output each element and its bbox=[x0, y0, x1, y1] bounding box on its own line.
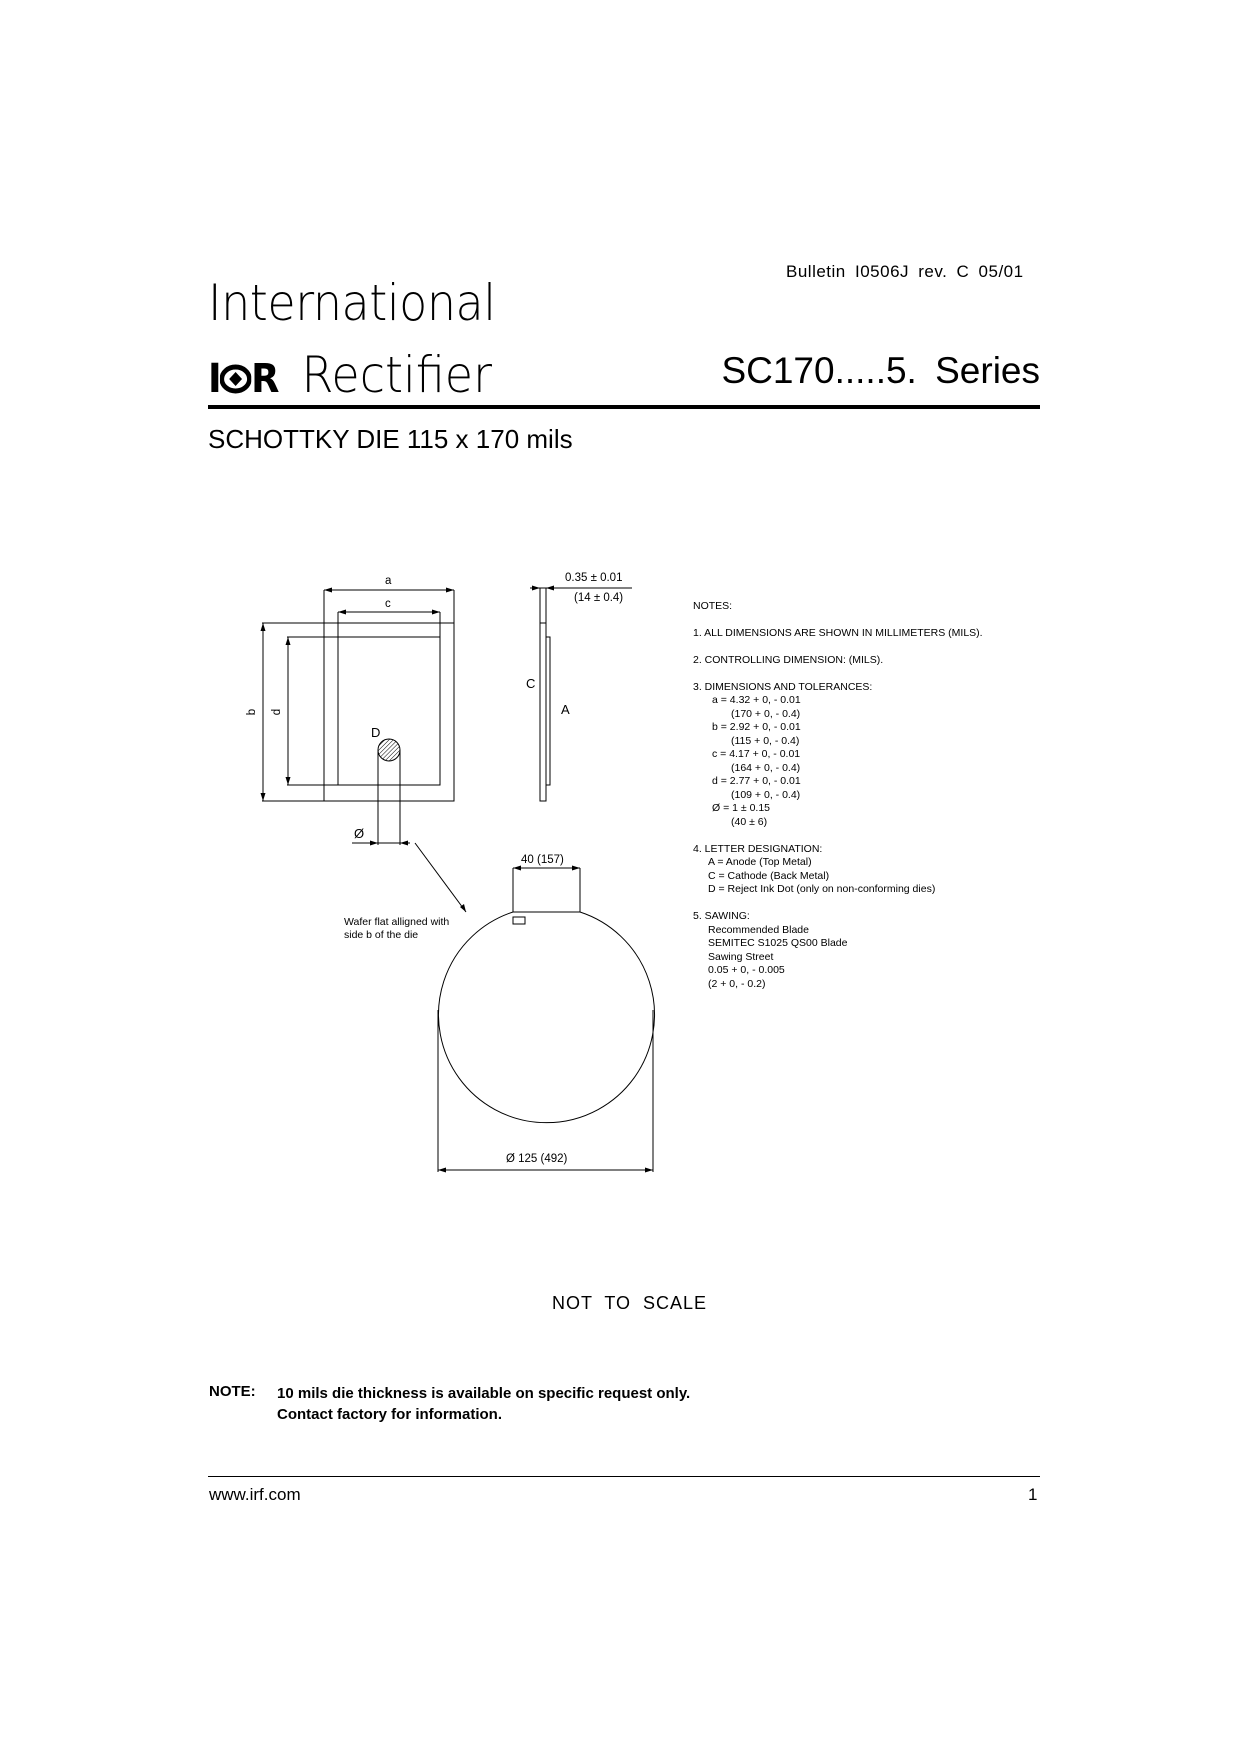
tolerance-b-mm: b = 2.92 + 0, - 0.01 bbox=[712, 721, 801, 733]
sawing-line-5: (2 + 0, - 0.2) bbox=[708, 978, 766, 990]
label-cathode: C bbox=[526, 676, 536, 691]
leader-line bbox=[415, 843, 466, 912]
tolerance-a-mils: (170 + 0, - 0.4) bbox=[731, 708, 801, 720]
page-number: 1 bbox=[1028, 1485, 1038, 1504]
page-subtitle: SCHOTTKY DIE 115 x 170 mils bbox=[208, 424, 573, 454]
die-side-view bbox=[540, 623, 546, 801]
label-reject-dot: D bbox=[371, 725, 381, 740]
note-3: 3. DIMENSIONS AND TOLERANCES: bbox=[693, 681, 873, 693]
anode-pad bbox=[338, 637, 440, 785]
label-c: c bbox=[385, 598, 391, 610]
wafer-note-line1: Wafer flat alligned with bbox=[344, 916, 450, 928]
footer-url: www.irf.com bbox=[209, 1485, 301, 1504]
flat-width-label: 40 (157) bbox=[521, 854, 564, 866]
label-anode: A bbox=[561, 702, 570, 717]
ior-logo-letter-i: I bbox=[208, 356, 220, 402]
tolerance-a-mm: a = 4.32 + 0, - 0.01 bbox=[712, 694, 801, 706]
reject-ink-dot bbox=[378, 739, 400, 761]
footer-rule bbox=[208, 1476, 1040, 1477]
note-2: 2. CONTROLLING DIMENSION: (MILS). bbox=[693, 654, 884, 666]
tolerance-dot-mm: Ø = 1 ± 0.15 bbox=[712, 802, 771, 814]
not-to-scale-label: NOT TO SCALE bbox=[552, 1293, 708, 1313]
sawing-line-4: 0.05 + 0, - 0.005 bbox=[708, 964, 785, 976]
label-a: a bbox=[385, 575, 392, 587]
tolerance-d-mm: d = 2.77 + 0, - 0.01 bbox=[712, 775, 801, 787]
bottom-note-line1: 10 mils die thickness is available on specific request only. bbox=[277, 1385, 691, 1402]
bottom-note-line2: Contact factory for information. bbox=[277, 1406, 503, 1423]
tolerance-b-mils: (115 + 0, - 0.4) bbox=[731, 735, 800, 747]
label-d: d bbox=[271, 708, 283, 716]
bulletin-number: Bulletin I0506J rev. C 05/01 bbox=[786, 262, 1024, 281]
die-outline bbox=[324, 623, 454, 801]
company-logo-line1: International bbox=[208, 274, 496, 332]
sawing-line-1: Recommended Blade bbox=[708, 924, 809, 936]
letter-cathode: C = Cathode (Back Metal) bbox=[708, 870, 830, 882]
wafer-outline bbox=[439, 912, 655, 1123]
thickness-mils: (14 ± 0.4) bbox=[574, 592, 624, 604]
tolerance-dot-mils: (40 ± 6) bbox=[731, 816, 768, 828]
thickness-mm: 0.35 ± 0.01 bbox=[565, 572, 623, 584]
wafer-note-line2: side b of the die bbox=[344, 929, 419, 941]
note-1: 1. ALL DIMENSIONS ARE SHOWN IN MILLIMETERS (MILS). bbox=[693, 627, 983, 639]
bottom-note-label: NOTE: bbox=[209, 1383, 256, 1400]
label-b: b bbox=[246, 708, 258, 716]
wafer-diameter-label: Ø 125 (492) bbox=[506, 1153, 568, 1165]
series-title: SC170.....5. Series bbox=[721, 350, 1040, 391]
label-dot-diameter: Ø bbox=[354, 826, 365, 841]
logo-rectifier: Rectifier bbox=[301, 346, 493, 404]
tolerance-c-mils: (164 + 0, - 0.4) bbox=[731, 762, 801, 774]
tolerance-c-mm: c = 4.17 + 0, - 0.01 bbox=[712, 748, 801, 760]
bottom-note-text bbox=[277, 1383, 837, 1425]
wafer-die-marker bbox=[513, 917, 525, 924]
note-4: 4. LETTER DESIGNATION: bbox=[693, 843, 823, 855]
letter-anode: A = Anode (Top Metal) bbox=[708, 856, 812, 868]
letter-reject-dot: D = Reject Ink Dot (only on non-conforming dies) bbox=[708, 883, 936, 895]
sawing-line-3: Sawing Street bbox=[708, 951, 774, 963]
anode-side bbox=[546, 637, 550, 785]
sawing-line-2: SEMITEC S1025 QS00 Blade bbox=[708, 937, 848, 949]
tolerance-d-mils: (109 + 0, - 0.4) bbox=[731, 789, 801, 801]
notes-title: NOTES: bbox=[693, 600, 733, 612]
ior-logo-letter-r: R bbox=[251, 356, 278, 402]
note-5: 5. SAWING: bbox=[693, 910, 750, 922]
